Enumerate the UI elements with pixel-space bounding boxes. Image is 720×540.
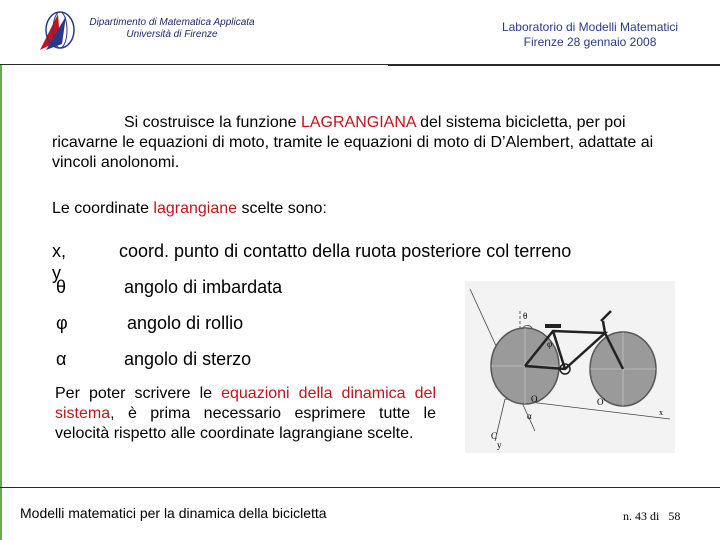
university-logo-icon [36,10,78,54]
header-divider-accent [388,65,720,66]
department-name [82,17,262,41]
coordinate-description: angolo di rollio [127,313,244,333]
label-x: x [659,408,663,417]
label-alpha: α [527,411,532,421]
coords-intro-start: Le coordinate [52,200,154,217]
coordinate-description: coord. punto di contatto della ruota posteriore col terreno [119,241,572,261]
dynamics-highlight: equazioni della dinamica del sistema [55,385,437,422]
intro-text-end: del sistema bicicletta, per poi ricavarne le equazioni di moto, tramite le equazioni di moto di D’Alembert, adattate ai vincoli anolonomi. [52,114,654,171]
label-o: O [531,394,538,404]
coords-intro-highlight: lagrangiane [153,200,238,217]
footer-title: Modelli matematici per la dinamica della bicicletta [20,505,327,521]
laboratory-info [470,20,710,50]
coordinates-intro [52,199,327,219]
label-theta: θ [523,311,528,321]
page-number: n. 43 di 58 [623,509,681,523]
coordinate-symbol: x, y [52,241,67,283]
left-accent-bar [0,65,2,540]
intro-text-start: Si costruisce la funzione [124,114,301,131]
dynamics-paragraph [55,384,436,444]
footer-divider [0,487,720,488]
coordinate-description: angolo di sterzo [124,349,252,369]
coordinate-symbol: θ [56,277,67,297]
coordinate-description: angolo di imbardata [124,277,283,297]
coordinate-symbol: α [56,349,67,369]
laboratory-name: Laboratorio di Modelli Matematici [501,20,679,34]
event-date: Firenze 28 gennaio 2008 [523,35,657,49]
intro-paragraph [52,113,672,173]
label-phi: φ [547,339,553,349]
university-line: Università di Firenze [126,29,218,40]
coords-intro-end: scelte sono: [237,200,327,217]
label-o-prime: O' [597,397,606,407]
coordinate-symbol: φ [56,313,68,333]
label-y: y [497,440,502,450]
department-line: Dipartimento di Matematica Applicata [89,17,255,28]
intro-highlight: LAGRANGIANA [300,114,416,131]
label-c: C [491,431,498,441]
dynamics-text-end: , è prima necessario esprimere tutte le velocità rispetto alle coordinate lagrangiane scelte. [55,405,436,442]
bicycle-diagram [465,281,675,453]
dynamics-text-start: Per poter scrivere le [55,385,222,402]
